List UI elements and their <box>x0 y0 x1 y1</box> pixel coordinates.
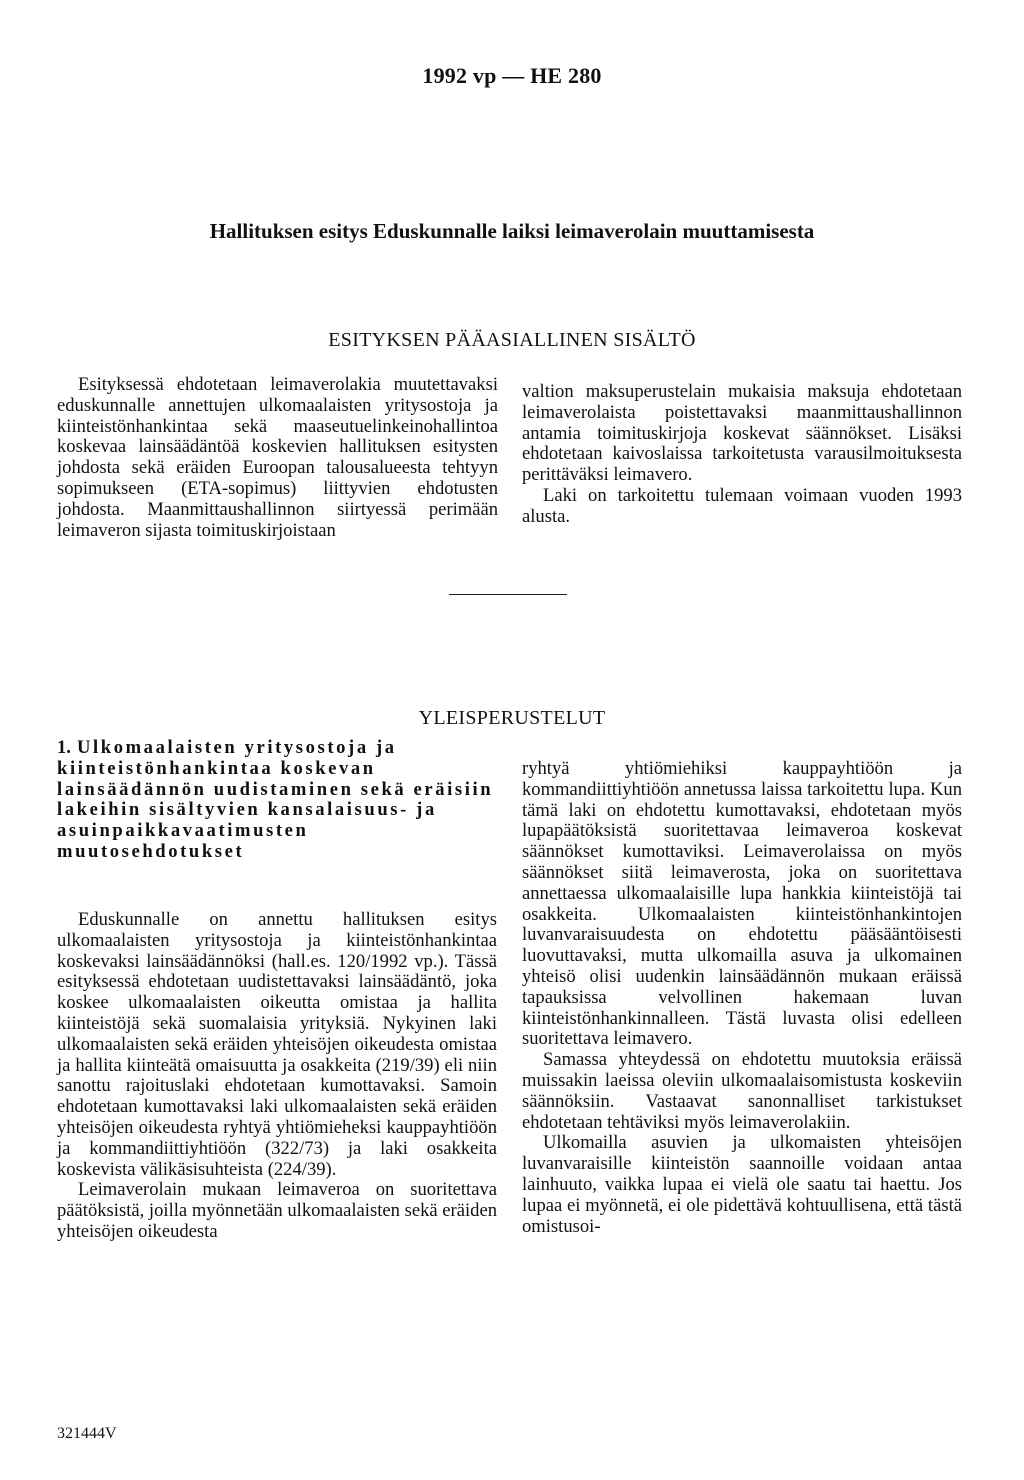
body-right-paragraph-3: Ulkomailla asuvien ja ulkomaisten yhteisöjen luvanvaraisille kiinteistön saannoille voidaan antaa lainhuuto, vaikka lupaa ei vielä ole saatu tai haettu. Jos lupaa ei myönnetä, ei ole pidettävä kohtuullisena, että tästä omistusoi- <box>522 1132 962 1237</box>
document-title: Hallituksen esitys Eduskunnalle laiksi leimaverolain muuttamisesta <box>209 219 815 243</box>
section-divider <box>449 594 567 595</box>
body-left-column <box>57 910 497 1243</box>
subsection-number: 1. <box>57 737 71 758</box>
summary-right-paragraph-1: valtion maksuperustelain mukaisia maksuja ehdotetaan leimaverolaista poistettavaksi maanmittaushallinnon antamia toimituskirjoja koskevat säännökset. Lisäksi ehdotetaan kaivoslaissa tarkoitetusta varausilmoituksesta perittäväksi leimavero. <box>522 381 962 486</box>
print-code: 321444V <box>57 1425 117 1442</box>
summary-heading: ESITYKSEN PÄÄASIALLINEN SISÄLTÖ <box>328 329 696 351</box>
general-heading: YLEISPERUSTELUT <box>418 707 606 729</box>
running-header: 1992 vp — HE 280 <box>422 63 602 88</box>
subsection-title: Ulkomaalaisten yritysostoja ja kiinteistönhankintaa koskevan lainsäädännön uudistaminen sekä eräisiin lakeihin sisältyvien kansalaisuus- ja asuinpaikkavaatimusten muutosehdotukset <box>57 737 494 862</box>
body-right-paragraph-2: Samassa yhteydessä on ehdotettu muutoksia eräissä muissakin laeissa oleviin ulkomaalaisomistusta koskeviin säännöksiin. Vastaavat sanonnalliset tarkistukset ehdotetaan tehtäviksi myös leimaverolakiin. <box>522 1049 962 1133</box>
body-left-paragraph-1: Eduskunnalle on annettu hallituksen esitys ulkomaalaisten yritysostoja ja kiinteistönhankintaa koskevaksi lainsäädännöksi (hall.es. 120/1992 vp.). Tässä esityksessä ehdotetaan uudistettavaksi lainsäädäntö, joka koskee ulkomaalaisten oikeutta omistaa ja hallita kiinteistöjä sekä suomalaisia yrityksiä. Nykyinen laki ulkomaalaisten sekä eräiden yhteisöjen oikeudesta omistaa ja hallita kiinteätä omaisuutta ja osakkeita (219/39) eli niin sanottu rajoituslaki ehdotetaan kumottavaksi. Samoin ehdotetaan kumottavaksi laki ulkomaalaisten sekä eräiden yhteisöjen oikeudesta ryhtyä yhtiömieheksi kauppayhtiöön ja kommandiittiyhtiöön (322/73) ja laki osakkeita koskevista välikäsisuhteista (224/39). <box>57 909 497 1180</box>
summary-left-column <box>57 375 498 541</box>
summary-left-paragraph: Esityksessä ehdotetaan leimaverolakia muutettavaksi eduskunnalle annettujen ulkomaalaisten yritysostoja ja kiinteistönhankintaa sekä maaseutuelinkeinohallintoa koskevaa lainsäädäntöä koskevien hallituksen esitysten johdosta sekä eräiden Euroopan talousalueesta tehtyyn sopimukseen (ETA-sopimus) liittyvien ehdotusten johdosta. Maanmittaushallinnon siirtyessä perimään leimaveron sijasta toimituskirjoistaan <box>57 374 498 541</box>
body-left-paragraph-2: Leimaverolain mukaan leimaveroa on suoritettava päätöksistä, joilla myönnetään ulkomaalaisten sekä eräiden yhteisöjen oikeudesta <box>57 1179 497 1242</box>
summary-right-paragraph-2: Laki on tarkoitettu tulemaan voimaan vuoden 1993 alusta. <box>522 484 962 527</box>
subsection-heading <box>57 738 497 863</box>
body-right-paragraph-1: ryhtyä yhtiömiehiksi kauppayhtiöön ja kommandiittiyhtiöön annetussa laissa tarkoitettu lupa. Kun tämä laki on ehdotettu kumottavaksi, ehdotetaan myös lupapäätöksistä suoritettavaa leimaveroa koskevat säännökset kumottaviksi. Leimaverolaissa on myös säännökset siitä leimaverosta, joka on suoritettava annettaessa ulkomaalaisille lupa hankkia kiinteistöjä tai osakkeita. Ulkomaalaisten kiinteistönhankintojen luvanvaraisuudesta on ehdotettu pääsääntöisesti luovuttavaksi, mutta ulkomailla asuva ja ulkomainen yhteisö olisi uudenkin lainsäädännön mukaan eräissä tapauksissa velvollinen hakemaan luvan kiinteistönhankinnalleen. Tästä luvasta olisi edelleen suoritettava leimavero. <box>522 758 962 1050</box>
body-right-column <box>522 759 962 1237</box>
summary-right-column <box>522 382 962 528</box>
